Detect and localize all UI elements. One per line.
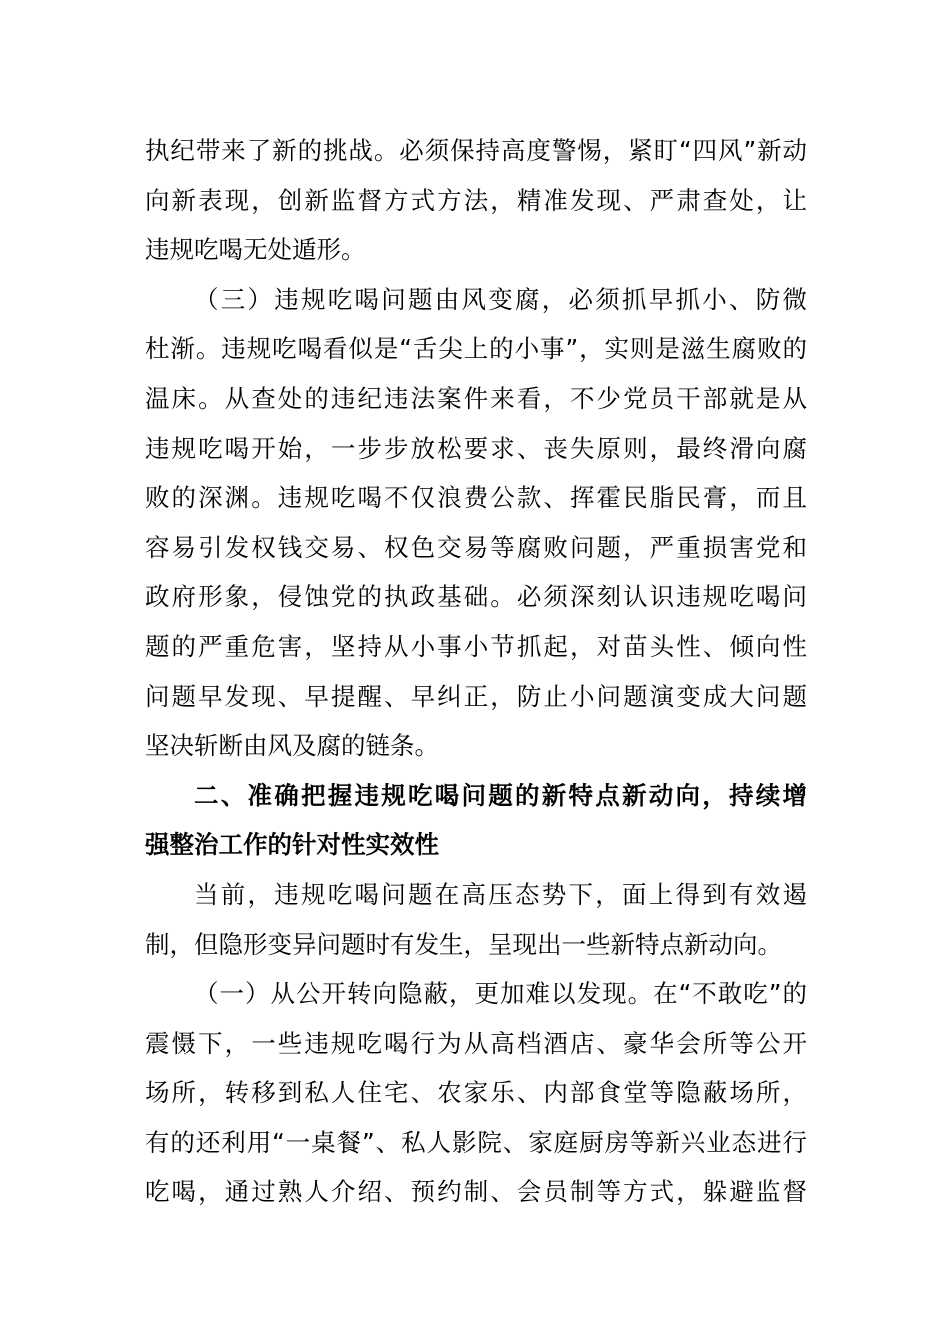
text-line: 违规吃喝无处遁形。 [145, 235, 366, 265]
text-line: 制，但隐形变异问题时有发生，呈现出一些新特点新动向。 [145, 929, 782, 959]
text-line: 有的还利用“一桌餐”、私人影院、家庭厨房等新兴业态进行 [145, 1127, 807, 1157]
text-line: （一）从公开转向隐蔽，更加难以发现。在“不敢吃”的 [194, 979, 807, 1009]
text-line: 违规吃喝开始，一步步放松要求、丧失原则，最终滑向腐 [145, 433, 807, 463]
text-line: 题的严重危害，坚持从小事小节抓起，对苗头性、倾向性 [145, 631, 807, 661]
text-line: 场所，转移到私人住宅、农家乐、内部食堂等隐蔽场所， [145, 1078, 807, 1108]
heading-line: 二、准确把握违规吃喝问题的新特点新动向，持续增 [194, 780, 807, 810]
paragraph-section-three [145, 275, 807, 771]
heading-line: 强整治工作的针对性实效性 [145, 830, 439, 860]
paragraph-continuation [145, 126, 807, 275]
paragraph-section-one [145, 969, 807, 1217]
section-heading [145, 771, 807, 870]
paragraph-intro [145, 870, 807, 969]
text-line: 温床。从查处的违纪违法案件来看，不少党员干部就是从 [145, 383, 807, 413]
text-line: 容易引发权钱交易、权色交易等腐败问题，严重损害党和 [145, 532, 807, 562]
text-line: 执纪带来了新的挑战。必须保持高度警惕，紧盯“四风”新动 [145, 136, 807, 165]
text-line: 坚决斩断由风及腐的链条。 [145, 731, 439, 761]
text-line: 问题早发现、早提醒、早纠正，防止小问题演变成大问题 [145, 681, 807, 711]
text-line: 败的深渊。违规吃喝不仅浪费公款、挥霍民脂民膏，而且 [145, 483, 807, 513]
text-line: 震慑下，一些违规吃喝行为从高档酒店、豪华会所等公开 [145, 1028, 807, 1058]
text-line: （三）违规吃喝问题由风变腐，必须抓早抓小、防微 [194, 284, 807, 314]
text-line: 向新表现，创新监督方式方法，精准发现、严肃查处，让 [145, 185, 807, 215]
document-body [145, 126, 807, 1217]
text-line: 吃喝，通过熟人介绍、预约制、会员制等方式，躲避监督 [145, 1177, 807, 1207]
text-line: 杜渐。违规吃喝看似是“舌尖上的小事”，实则是滋生腐败的 [145, 334, 807, 364]
text-line: 政府形象，侵蚀党的执政基础。必须深刻认识违规吃喝问 [145, 582, 807, 612]
text-line: 当前，违规吃喝问题在高压态势下，面上得到有效遏 [194, 879, 807, 909]
